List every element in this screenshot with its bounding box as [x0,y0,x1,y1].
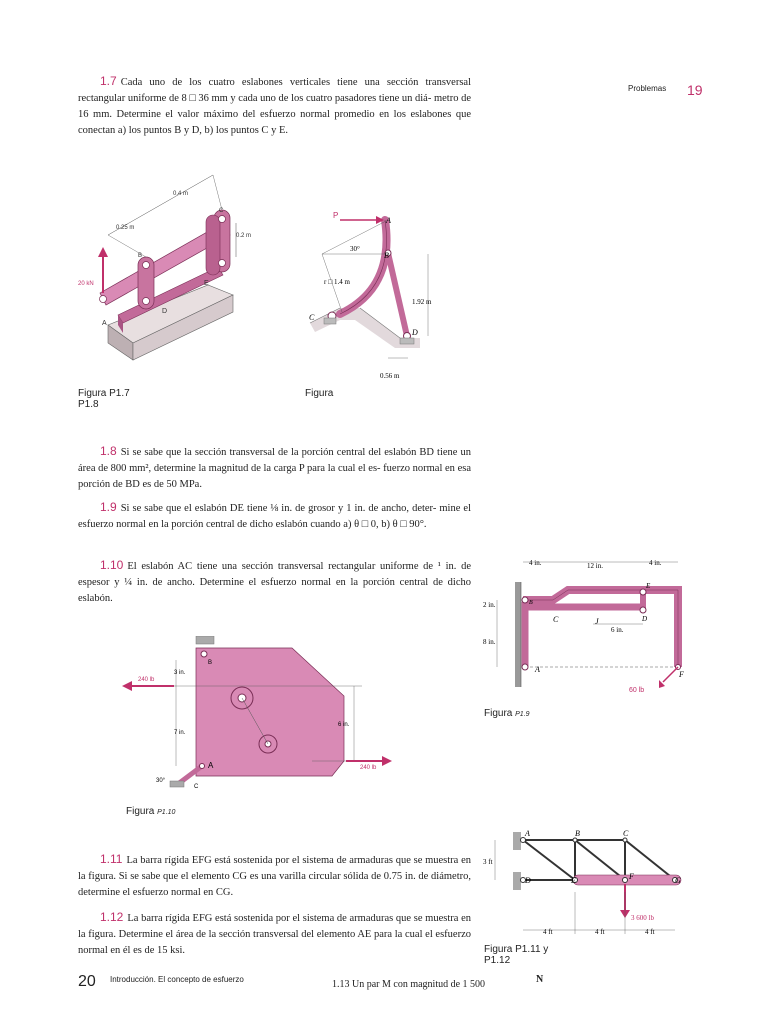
point-label: A [386,216,391,225]
dim-label: 0.25 m [116,225,135,231]
point-label: B [529,600,533,606]
load-label: 240 lb [360,765,377,771]
point-label: D [525,876,531,885]
dim-label: 12 in. [587,562,603,570]
point-label: C [219,208,224,214]
point-label: B [575,829,580,838]
point-label: E [204,280,209,287]
point-label: B [384,251,389,260]
dim-label: 4 ft [645,928,655,936]
frame [523,590,678,667]
caption-figure-p1-7: Figura P1.7 [78,388,130,399]
point-label: A [208,761,214,770]
caption-figure-p1-11-b: P1.12 [484,955,511,966]
point-label: B [138,253,143,259]
problem-number: 1.12 [100,910,124,924]
problem-number: 1.7 [100,74,117,88]
dim-label: 4 in. [649,559,662,567]
point-label: D [162,308,168,315]
angle-label: 30° [156,778,166,784]
dim-label: 0.2 m [236,233,252,239]
figure-p1-9 [483,552,698,702]
page-number-top: 19 [687,82,703,98]
caption-label: Figura [126,806,155,817]
problem-1-8 [78,443,471,493]
link-bd [388,253,407,336]
running-header: Problemas [628,84,667,93]
page-number-bottom: 20 [78,973,96,990]
caption-figure-p1-11: Figura P1.11 y [484,944,549,955]
point-label: B [208,660,213,666]
point-label: E [571,876,576,885]
caption-figure-p1-9 [484,708,530,720]
caption-figure-p1-8: Figura [305,388,334,399]
problem-text: La barra rígida EFG está sostenida por el sistema de armaduras que se muestra en la figura. Si se sabe que el elemento CG es una varilla circular sólida de 0.75 in. de diámetro, determine el esfuerzo normal en CG. [78,855,471,898]
dim-label: 2 in. [483,601,496,609]
point-label: J [595,617,599,626]
dim-label: 4 in. [529,559,542,567]
width-label: 0.56 m [380,372,400,380]
load-label: 20 kN [78,281,94,287]
point-label: A [535,665,540,674]
load-arrow-left [122,681,132,691]
point-label: C [623,829,629,838]
caption-label: Figura [484,708,513,719]
problem-number: 1.9 [100,500,117,514]
figure-p1-10 [112,636,407,798]
problem-1-7 [78,73,471,139]
figure-p1-8 [300,208,450,383]
point-label: D [642,615,648,623]
dim-label: 6 in. [611,626,624,634]
unit-label: N [536,974,544,985]
problem-1-12 [78,909,471,959]
point-label: F [629,872,634,881]
caption-id: P1.9 [515,711,530,718]
problem-text: La barra rígida EFG está sostenida por el sistema de armaduras que se muestra en la figura. Determine el área de la sección transversal del elemento AE para la cual el esfuerzo normal en él es de 15 ksi. [78,913,471,956]
caption-figure-p1-8-id: P1.8 [78,399,99,410]
dim-label: 4 ft [595,928,605,936]
problem-number: 1.8 [100,444,117,458]
dim-label: 8 in. [483,638,496,646]
problem-text: Si se sabe que la sección transversal de la porción central del eslabón BD tiene un área de 800 mm², determine la magnitud de la carga P para la cual el es- fuerzo normal en esa porción de BD es de 50 MPa. [78,447,471,490]
load-arrow-right [382,756,392,766]
load-label: P [333,211,339,220]
problem-1-9 [78,499,471,533]
dim-label: 7 in. [174,730,186,736]
point-label: C [309,313,315,322]
radius-label: r □ 1.4 m [324,278,351,286]
plate [196,648,344,776]
figure-p1-7 [78,165,258,365]
load-arrow [98,247,108,257]
angle-label: 30° [350,245,360,253]
dim-label: 3 ft [483,858,493,866]
dim-label: 0.4 m [173,191,189,197]
point-label: F [679,670,684,679]
point-label: G [675,876,681,885]
curved-arm [340,220,387,314]
point-label: E [646,582,651,590]
dim-label: 6 in. [338,722,350,728]
height-label: 1.92 m [412,298,432,306]
point-label: A [102,320,107,327]
point-label: A [525,829,530,838]
load-label: 60 lb [629,687,645,694]
running-footer: Introducción. El concepto de esfuerzo [110,975,244,984]
point-label: C [194,784,199,790]
problem-1-10 [78,557,471,607]
load-label: 3 600 lb [631,914,654,922]
point-label: C [553,615,559,624]
problem-number: 1.10 [100,558,124,572]
problem-1-11 [78,851,471,901]
caption-figure-p1-10 [126,806,175,818]
problem-text: El eslabón AC tiene una sección transversal rectangular uniforme de ¹ in. de espesor y ¼ in. de ancho. Determine el esfuerzo normal en la porción central de dicho eslabón. [78,561,471,604]
dim-label: 4 ft [543,928,553,936]
problem-number: 1.11 [100,852,123,866]
point-label: D [412,328,418,337]
dim-label: 3 in. [174,670,186,676]
load-label: 240 lb [138,677,155,683]
problem-text: Cada uno de los cuatro eslabones verticales tiene una sección transversal rectangular uniforme de 8 □ 36 mm y cada uno de los cuatro pasadores tiene un diá- metro de 16 mm. Determine el valor máximo del esfuerzo normal promedio en los eslabones que conectan a) los puntos B y D, b) los puntos C y E. [78,77,471,136]
next-problem-start: 1.13 Un par M con magnitud de 1 500 [332,979,486,990]
caption-id: P1.10 [157,809,176,816]
problem-text: Si se sabe que el eslabón DE tiene ⅛ in. de grosor y 1 in. de ancho, deter- mine el esfuerzo normal en la porción central de dicho eslabón cuando a) θ □ 0, b) θ □ 90°. [78,503,471,530]
figure-p1-11 [483,822,698,940]
